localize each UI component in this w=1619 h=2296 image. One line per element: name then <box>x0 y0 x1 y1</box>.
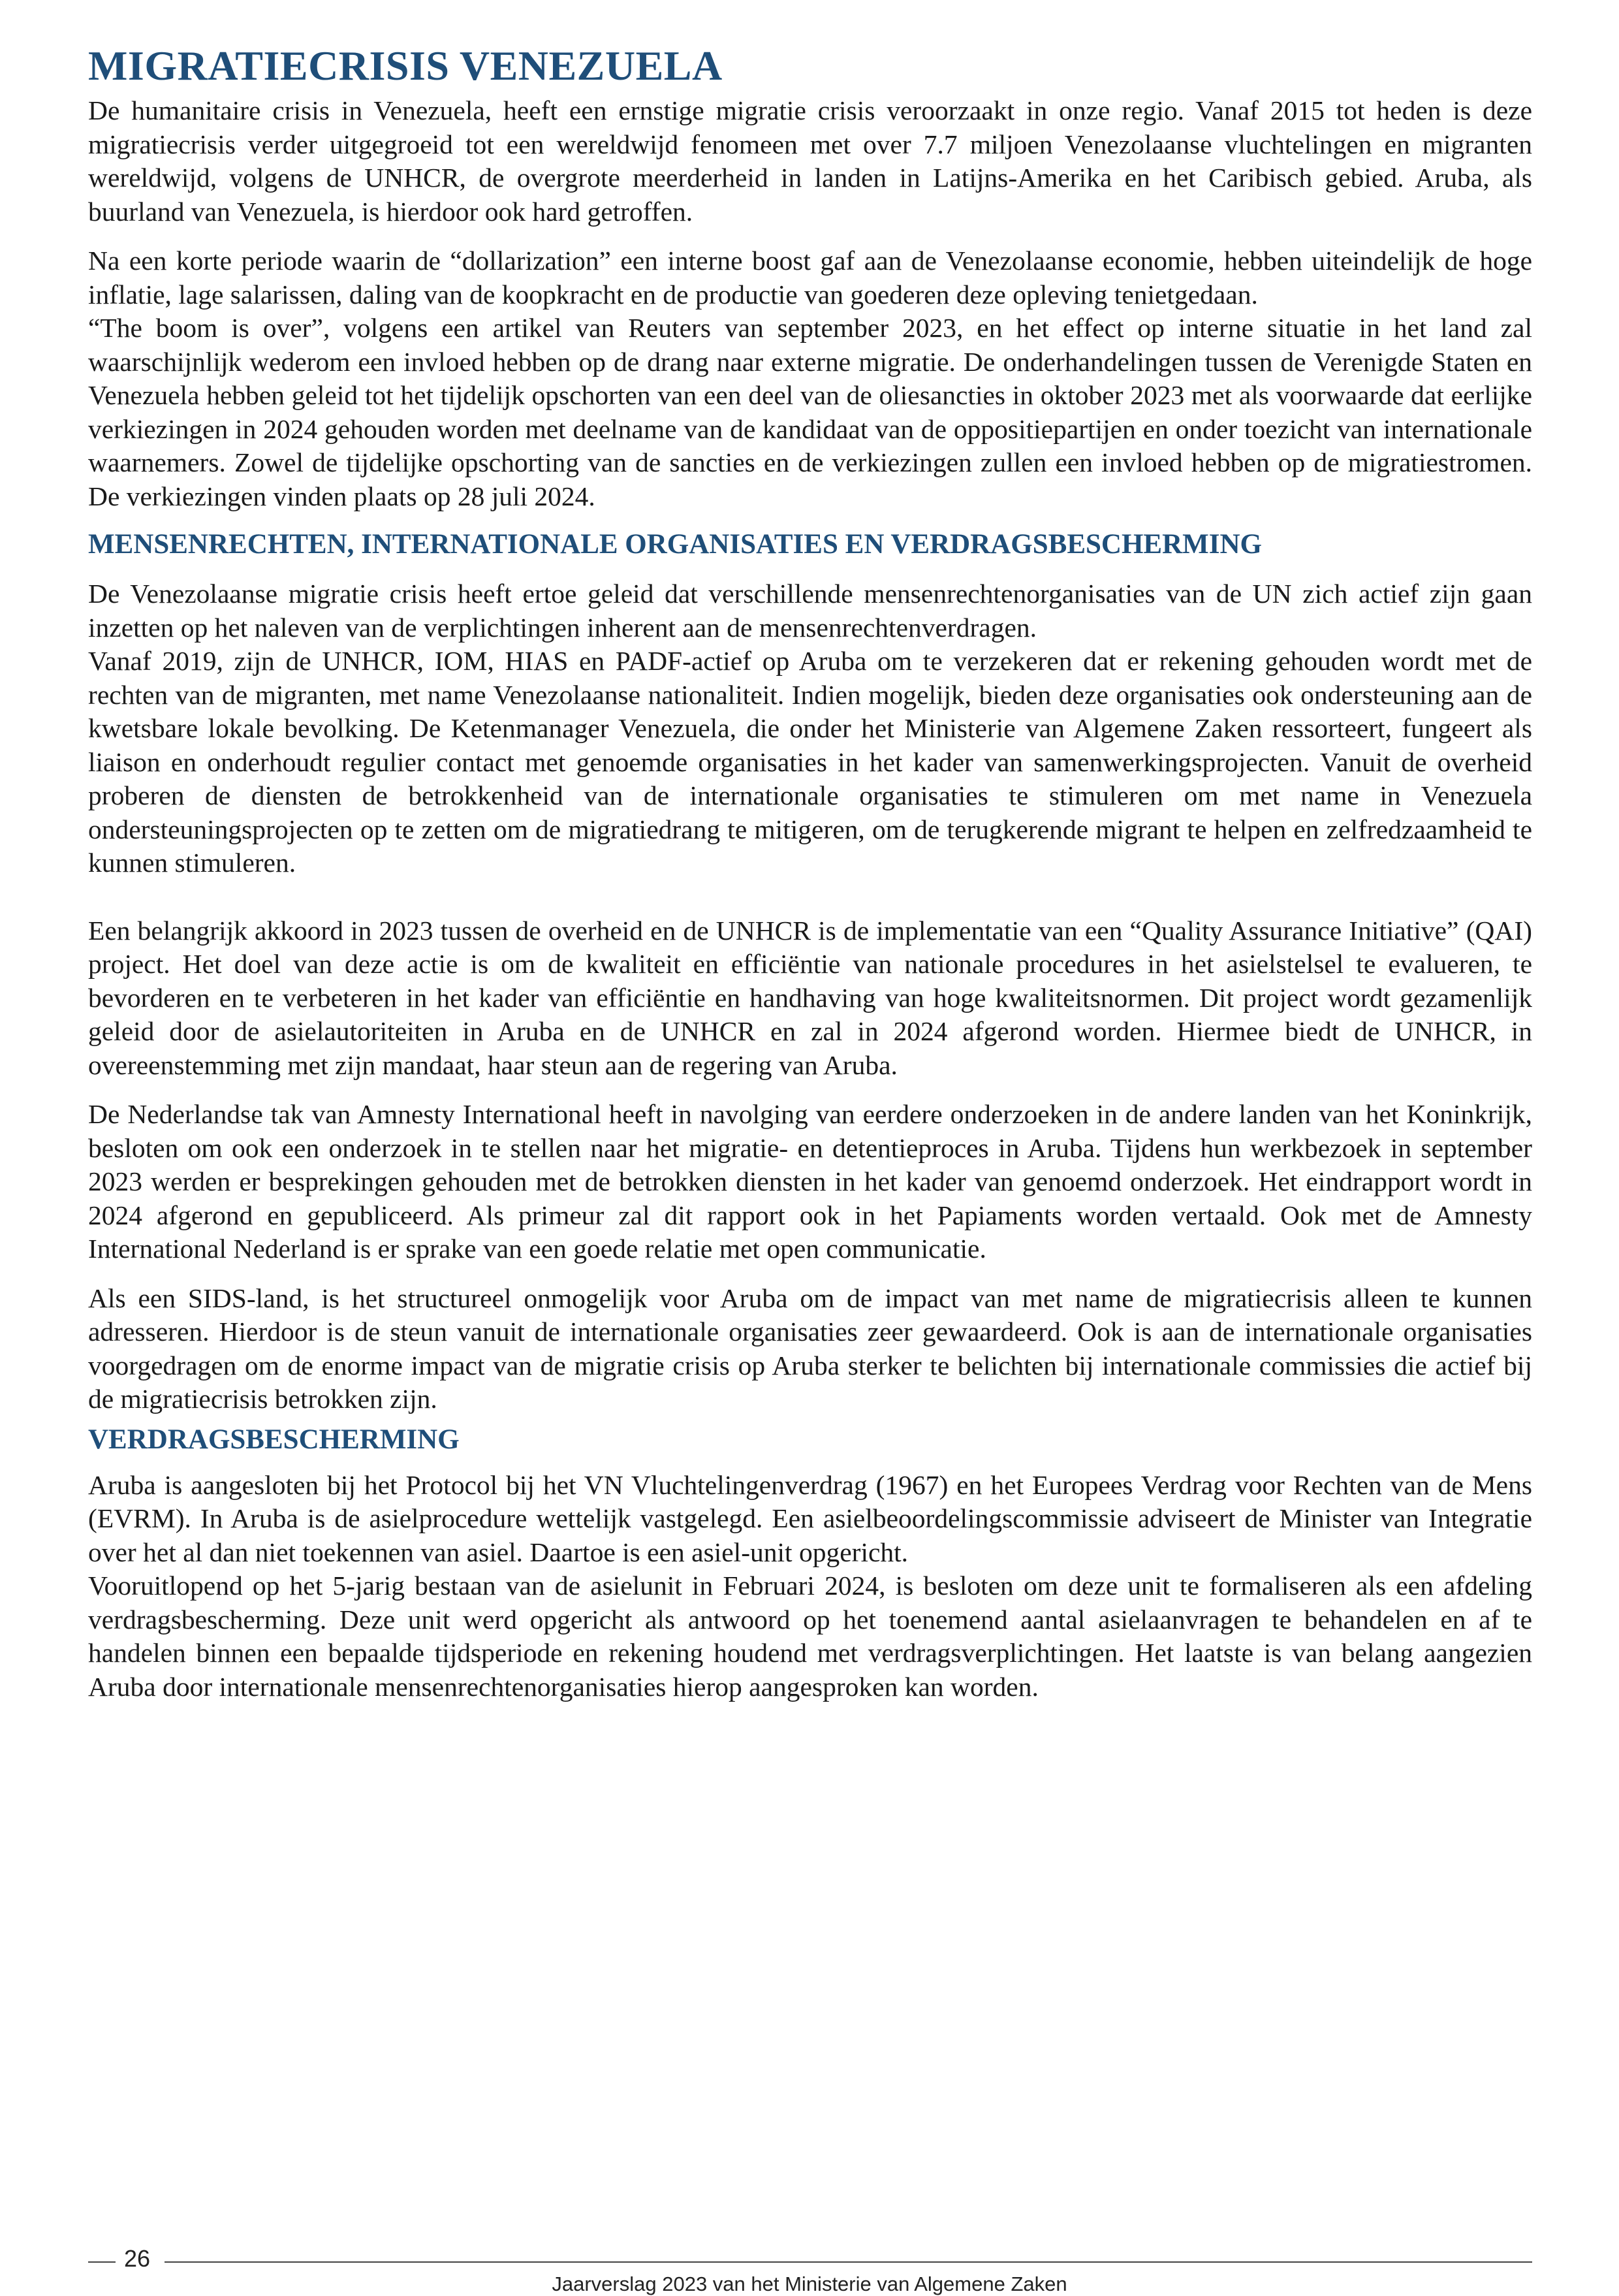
page-number: 26 <box>124 2245 151 2272</box>
section1-paragraph-5: Als een SIDS-land, is het structureel onmogelijk voor Aruba om de impact van met name de migratiecrisis alleen te kunnen adresseren. Hierdoor is de steun vanuit de internationale organisaties zeer gewaardeerd. Ook is aan de internationale organisaties voorgedragen om de enorme impact van de migratie crisis op Aruba sterker te belichten bij internationale commissies die actief bij de migratiecrisis betrokken zijn. <box>88 1283 1532 1414</box>
intro-paragraph-3: “The boom is over”, volgens een artikel van Reuters van september 2023, en het effect op interne situatie in het land zal waarschijnlijk wederom een invloed hebben op de drang naar externe migratie. De onderhandelingen tussen de Verenigde Staten en Venezuela hebben geleid tot het tijdelijk opschorten van een deel van de oliesancties in oktober 2023 met als voorwaarde dat eerlijke verkiezingen in 2024 gehouden worden met deelname van de kandidaat van de oppositiepartijen en onder toezicht van internationale waarnemers. Zowel de tijdelijke opschorting van de sancties en de verkiezingen zullen een invloed hebben op de migratiestromen. De verkiezingen vinden plaats op 28 juli 2024. <box>88 313 1532 511</box>
footer-divider <box>165 2261 1532 2263</box>
page-title: MIGRATIECRISIS VENEZUELA <box>88 42 723 89</box>
footer-dash <box>88 2261 116 2263</box>
page-footer <box>0 2239 1619 2295</box>
section2-paragraph-1: Aruba is aangesloten bij het Protocol bij het VN Vluchtelingenverdrag (1967) en het Europees Verdrag voor Rechten van de Mens (EVRM). In Aruba is de asielprocedure wettelijk vastgelegd. Een asielbeoordelingscommissie adviseert de Minister van Integratie over het al dan niet toekennen van asiel. Daartoe is een asiel-unit opgericht. <box>88 1469 1532 1567</box>
document-page <box>88 40 1532 1704</box>
section1-paragraph-2: Vanaf 2019, zijn de UNHCR, IOM, HIAS en PADF-actief op Aruba om te verzekeren dat er rekening gehouden wordt met de rechten van de migranten, met name Venezolaanse nationaliteit. Indien mogelijk, bieden deze organisaties ook ondersteuning aan de kwetsbare lokale bevolking. De Ketenmanager Venezuela, die onder het Ministerie van Algemene Zaken ressorteert, fungeert als liaison en onderhoudt regulier contact met genoemde organisaties in het kader van samenwerkingsprojecten. Vanuit de overheid proberen de diensten de betrokkenheid van de internationale organisaties te stimuleren om met name in Venezuela ondersteuningsprojecten op te zetten om de migratiedrang te mitigeren, om de terugkerende migrant te helpen en zelfredzaamheid te kunnen stimuleren. <box>88 646 1532 878</box>
section1-paragraph-1: De Venezolaanse migratie crisis heeft ertoe geleid dat verschillende mensenrechtenorganisaties van de UN zich actief zijn gaan inzetten op het naleven van de verplichtingen inherent aan de mensenrechtenverdragen. <box>88 579 1532 643</box>
intro-paragraph-1: De humanitaire crisis in Venezuela, heeft een ernstige migratie crisis veroorzaakt in onze regio. Vanaf 2015 tot heden is deze migratiecrisis verder uitgegroeid tot een wereldwijd fenomeen met over 7.7 miljoen Venezolaanse vluchtelingen en migranten wereldwijd, volgens de UNHCR, de overgrote meerderheid in landen in Latijns-Amerika en het Caribisch gebied. Aruba, als buurland van Venezuela, is hierdoor ook hard getroffen. <box>88 95 1532 227</box>
section1-paragraph-3: Een belangrijk akkoord in 2023 tussen de overheid en de UNHCR is de implementatie van een “Quality Assurance Initiative” (QAI) project. Het doel van deze actie is om de kwaliteit en efficiëntie van nationale procedures in het asielstelsel te evalueren, te bevorderen en te verbeteren in het kader van efficiëntie en handhaving van hoge kwaliteitsnormen. Dit project wordt gezamenlijk geleid door de asielautoriteiten in Aruba en de UNHCR en zal in 2024 afgerond worden. Hiermee biedt de UNHCR, in overeenstemming met zijn mandaat, haar steun aan de regering van Aruba. <box>88 915 1532 1080</box>
section2-paragraph-2: Vooruitlopend op het 5-jarig bestaan van de asielunit in Februari 2024, is besloten om deze unit te formaliseren als een afdeling verdragsbescherming. Deze unit werd opgericht als antwoord op het toenemend aantal asielaanvragen te behandelen en af te handelen binnen een bepaalde tijdsperiode en rekening houdend met verdragsverplichtingen. Het laatste is van belang aangezien Aruba door internationale mensenrechtenorganisaties hierop aangesproken kan worden. <box>88 1571 1532 1702</box>
footer-report-title: Jaarverslag 2023 van het Ministerie van Algemene Zaken <box>552 2272 1067 2295</box>
section-heading-verdragsbescherming: VERDRAGSBESCHERMING <box>88 1424 460 1455</box>
section-heading-mensenrechten: MENSENRECHTEN, INTERNATIONALE ORGANISATIES EN VERDRAGSBESCHERMING <box>88 529 1262 560</box>
section1-paragraph-4: De Nederlandse tak van Amnesty International heeft in navolging van eerdere onderzoeken in de andere landen van het Koninkrijk, besloten om ook een onderzoek in te stellen naar het migratie- en detentieproces in Aruba. Tijdens hun werkbezoek in september 2023 werden er besprekingen gehouden met de betrokken diensten in het kader van genoemd onderzoek. Het eindrapport wordt in 2024 afgerond en gepubliceerd. Als primeur zal dit rapport ook in het Papiaments worden vertaald. Ook met de Amnesty International Nederland is er sprake van een goede relatie met open communicatie. <box>88 1099 1532 1264</box>
intro-paragraph-2: Na een korte periode waarin de “dollarization” een interne boost gaf aan de Venezolaanse economie, hebben uiteindelijk de hoge inflatie, lage salarissen, daling van de koopkracht en de productie van goederen deze opleving tenietgedaan. <box>88 246 1532 310</box>
